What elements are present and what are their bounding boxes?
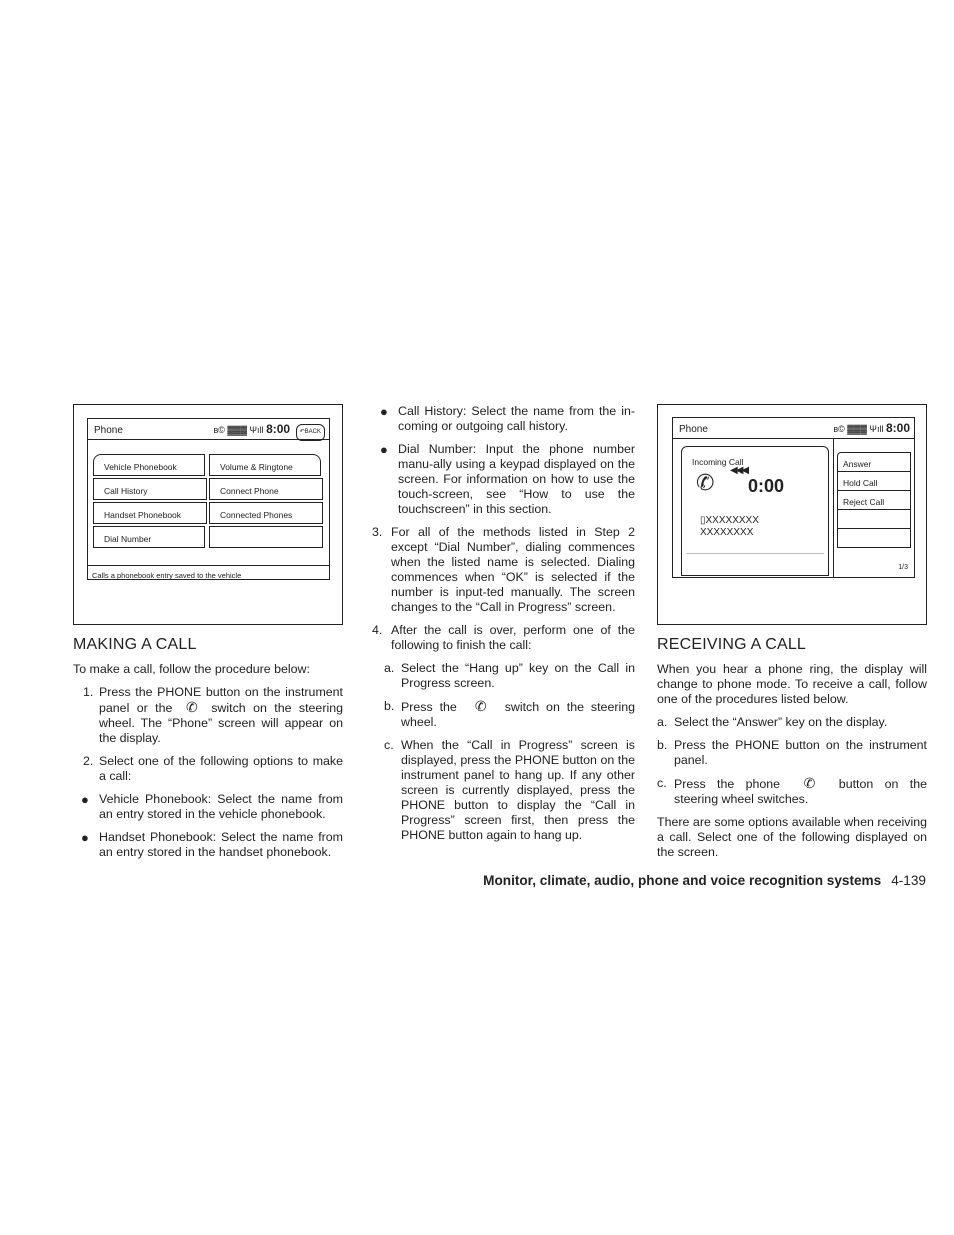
caller-number-1: ▯XXXXXXXX — [700, 515, 759, 526]
bullet-call-history: ● Call History: Select the name from the in-coming or outgoing call history. — [380, 404, 635, 433]
empty-button — [837, 509, 911, 529]
status-bar — [833, 421, 910, 437]
arrow-icon: ◀◀◀ — [730, 465, 748, 476]
page-footer — [483, 873, 926, 888]
receiving-a-call-heading: RECEIVING A CALL — [657, 636, 807, 653]
screen-header — [673, 418, 914, 439]
status-bar — [213, 422, 325, 441]
substep-a: a. Select the “Hang up” key on the Call in Progress screen. — [384, 661, 635, 690]
phone-handset-icon: ✆ — [474, 698, 487, 714]
column-1 — [73, 404, 343, 868]
status-icons: ʙ© ▓▓▓ Ψıll — [833, 424, 884, 434]
incoming-call-screen — [672, 417, 915, 578]
answer-button[interactable]: Answer — [837, 452, 911, 472]
receive-substep-c: c. Press the phone ✆ button on the steering wheel switches. — [657, 775, 927, 806]
screen-header — [88, 419, 329, 440]
empty-button — [209, 526, 323, 548]
screen-title: Phone — [94, 425, 123, 436]
substep-c: c. When the “Call in Progress” screen is displayed, press the PHONE button on the instrument panel to hang up. If any other screen is currently displayed, press the PHONE button to display the “Call in Progress” screen first, then press the PHONE button again to hang up. — [384, 738, 635, 842]
substep-b: b. Press the ✆ switch on the steering wheel. — [384, 698, 635, 729]
phone-screen — [87, 418, 330, 580]
incoming-call-label: Incoming Call — [692, 457, 744, 467]
step-2: 2. Select one of the following options to make a call: — [83, 754, 343, 783]
bullet-icon: ● — [81, 792, 89, 807]
page-number: 4-139 — [891, 873, 926, 888]
back-button[interactable]: ↶BACK — [296, 424, 325, 441]
receive-substep-a: a. Select the “Answer” key on the display. — [657, 715, 888, 729]
receiving-intro: When you hear a phone ring, the display will change to phone mode. To receive a call, follow one of the procedures listed below. — [657, 662, 927, 706]
step-3: 3. For all of the methods listed in Step 2 except “Dial Number”, dialing commences when the listed name is selected. Dialing commences when “OK” is selected if the number is input-ted manually. The screen changes to the “Call in Progress” screen. — [372, 525, 635, 614]
status-icons: ʙ© ▓▓▓ Ψıll — [213, 425, 264, 435]
volume-ringtone-button[interactable]: Volume & Ringtone — [209, 454, 321, 476]
clock: 8:00 — [266, 422, 291, 436]
bullet-icon: ● — [380, 442, 388, 457]
caller-number-2: XXXXXXXX — [700, 527, 754, 538]
screen-title: Phone — [679, 424, 708, 435]
phone-device-icon: ▯ — [700, 515, 706, 526]
connected-phones-button[interactable]: Connected Phones — [209, 502, 323, 524]
empty-button — [837, 528, 911, 548]
bullet-dial-number: ● Dial Number: Input the phone number manu-ally using a keypad displayed on the screen. For information on how to use the touch-screen, see “How to use the touchscreen” in this section. — [380, 442, 635, 516]
column-3 — [657, 404, 927, 868]
call-history-button[interactable]: Call History — [93, 478, 207, 500]
phone-handset-icon: ✆ — [803, 775, 816, 791]
receiving-outro: There are some options available when receiving a call. Select one of the following displayed on the screen. — [657, 815, 927, 859]
bullet-vehicle-phonebook: ● Vehicle Phonebook: Select the name from an entry stored in the vehicle phonebook. — [81, 792, 343, 821]
section-title: Monitor, climate, audio, phone and voice recognition systems — [483, 873, 882, 888]
phone-menu-figure — [73, 404, 343, 625]
clock: 8:00 — [885, 421, 910, 435]
receive-substep-b: b. Press the PHONE button on the instrument panel. — [657, 738, 927, 767]
phone-handset-icon: ✆ — [696, 470, 715, 495]
connect-phone-button[interactable]: Connect Phone — [209, 478, 323, 500]
vertical-divider — [833, 438, 834, 577]
bullet-icon: ● — [81, 830, 89, 845]
step-1: 1. Press the PHONE button on the instrument panel or the ✆ switch on the steering wheel. The “Phone” screen will appear on the display. — [83, 685, 343, 745]
hold-call-button[interactable]: Hold Call — [837, 471, 911, 491]
call-info-panel — [681, 446, 829, 576]
page-indicator: 1/3 — [898, 564, 908, 571]
column-2 — [372, 404, 635, 851]
phone-handset-icon: ✆ — [185, 699, 198, 715]
call-timer: 0:00 — [748, 476, 785, 496]
screen-footer: Calls a phonebook entry saved to the vehicle — [88, 565, 329, 579]
divider — [686, 553, 824, 554]
incoming-call-figure — [657, 404, 927, 625]
vehicle-phonebook-button[interactable]: Vehicle Phonebook — [93, 454, 205, 476]
bullet-handset-phonebook: ● Handset Phonebook: Select the name from an entry stored in the handset phonebook. — [81, 830, 343, 859]
step-4: 4. After the call is over, perform one of the following to finish the call: — [372, 623, 635, 652]
handset-phonebook-button[interactable]: Handset Phonebook — [93, 502, 207, 524]
bullet-icon: ● — [380, 404, 388, 419]
intro-text: To make a call, follow the procedure below: — [73, 662, 310, 676]
dial-number-button[interactable]: Dial Number — [93, 526, 205, 548]
reject-call-button[interactable]: Reject Call — [837, 490, 911, 510]
making-a-call-heading: MAKING A CALL — [73, 636, 197, 653]
